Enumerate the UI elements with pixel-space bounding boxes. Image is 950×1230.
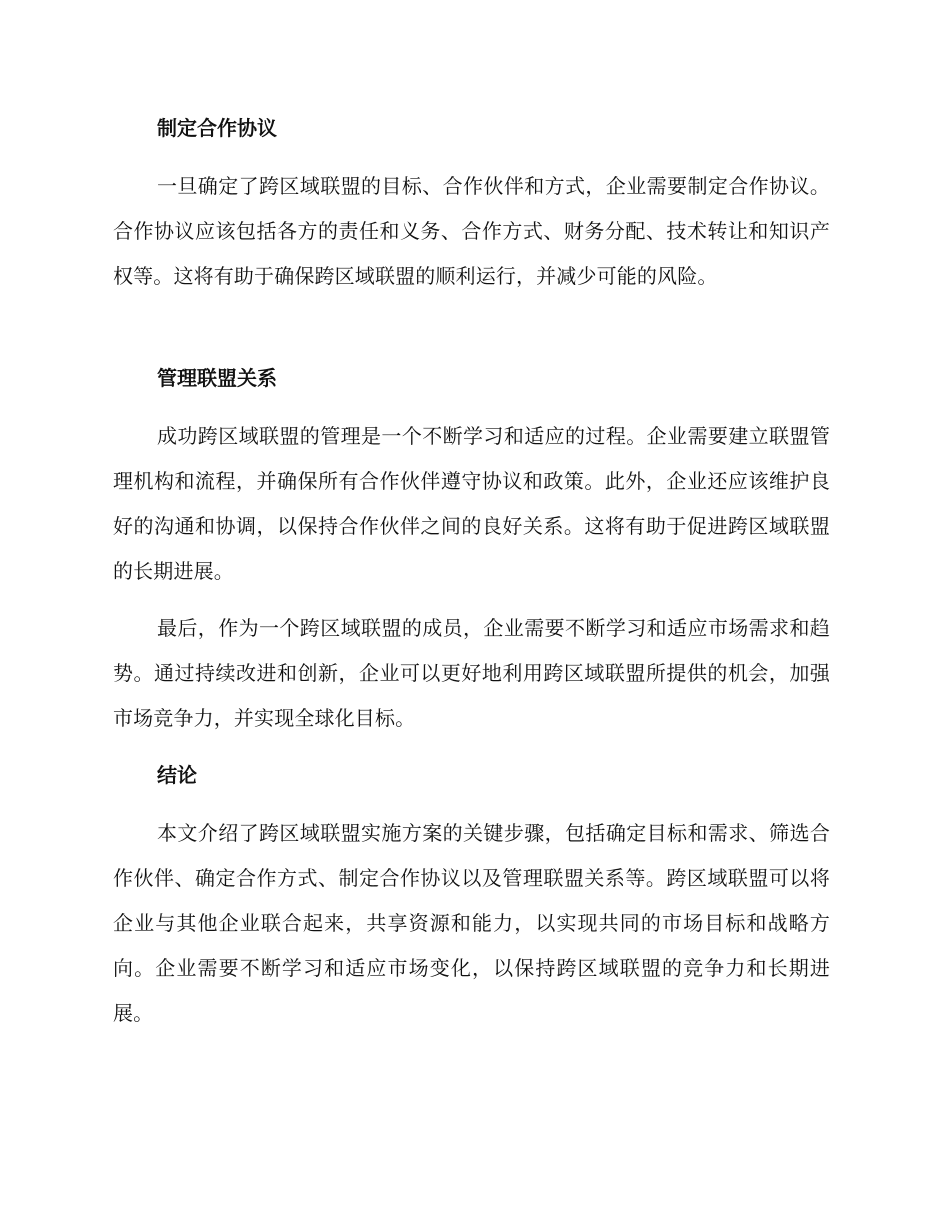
paragraph-management: 成功跨区域联盟的管理是一个不断学习和适应的过程。企业需要建立联盟管理机构和流程，并确保所有合作伙伴遵守协议和政策。此外，企业还应该维护良好的沟通和协调，以保持合作伙伴之间的良好关系。这将有助于促进跨区域联盟的长期进展。 xyxy=(113,424,830,583)
section-heading-agreement: 制定合作协议 xyxy=(157,116,277,140)
paragraph-agreement: 一旦确定了跨区域联盟的目标、合作伙伴和方式，企业需要制定合作协议。合作协议应该包括各方的责任和义务、合作方式、财务分配、技术转让和知识产权等。这将有助于确保跨区域联盟的顺利运行，并减少可能的风险。 xyxy=(113,174,830,288)
paragraph-finally: 最后，作为一个跨区域联盟的成员，企业需要不断学习和适应市场需求和趋势。通过持续改进和创新，企业可以更好地利用跨区域联盟所提供的机会，加强市场竞争力，并实现全球化目标。 xyxy=(113,616,830,730)
section-heading-management: 管理联盟关系 xyxy=(157,366,277,390)
section-heading-conclusion: 结论 xyxy=(157,763,197,787)
paragraph-conclusion: 本文介绍了跨区域联盟实施方案的关键步骤，包括确定目标和需求、筛选合作伙伴、确定合作方式、制定合作协议以及管理联盟关系等。跨区域联盟可以将企业与其他企业联合起来，共享资源和能力，以实现共同的市场目标和战略方向。企业需要不断学习和适应市场变化，以保持跨区域联盟的竞争力和长期进展。 xyxy=(113,821,830,1025)
